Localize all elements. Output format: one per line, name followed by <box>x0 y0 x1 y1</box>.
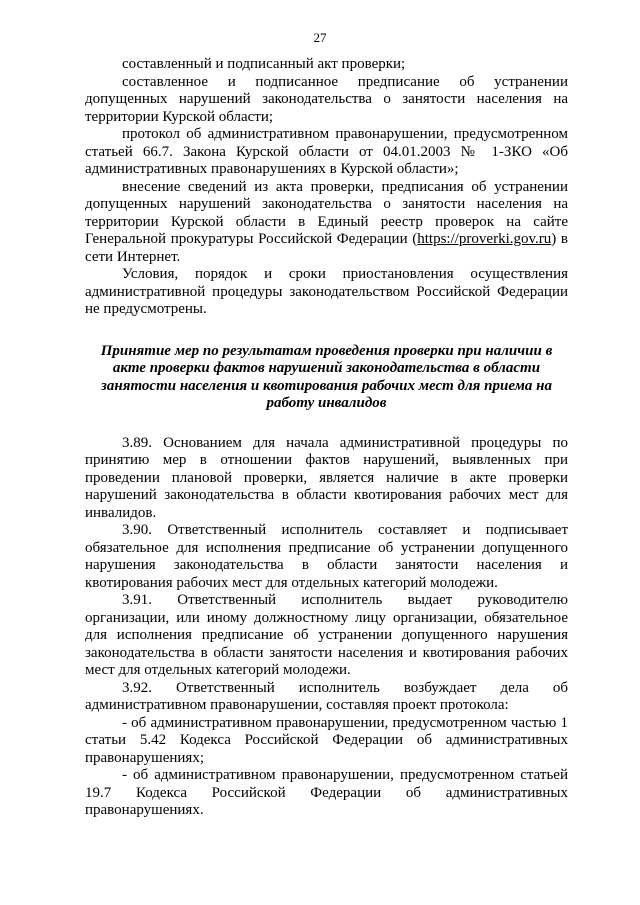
paragraph-prescription: составленное и подписанное предписание об устранении допущенных нарушений законодательства о занятости населения на территории Курской области; <box>85 73 568 125</box>
registry-text-before: внесение сведений из акта проверки, предписания об устранении допущенных нарушений законодательства о занятости населения на территории Курской области в Единый реестр проверок на сайте Генеральной прокуратуры Российской Федерации ( <box>85 178 568 247</box>
proverki-link[interactable]: https://proverki.gov.ru <box>417 231 552 247</box>
list-item-19-7: - об административном правонарушении, предусмотренном статьей 19.7 Кодекса Российской Федерации об административных правонарушениях. <box>85 767 568 818</box>
paragraph-protocol: протокол об административном правонарушении, предусмотренном статьей 66.7. Закона Курской области от 04.01.2003 № 1-ЗКО «Об административных правонарушениях в Курской области»; <box>85 126 568 177</box>
paragraph-conditions: Условия, порядок и сроки приостановления осуществления административной процедуры законодательством Российской Федерации не предусмотрены. <box>85 266 568 317</box>
list-item-5-42: - об административном правонарушении, предусмотренном частью 1 статьи 5.42 Кодекса Российской Федерации об административных правонарушениях; <box>85 714 568 766</box>
registry-text-after: ) в сети Интернет. <box>85 231 569 265</box>
paragraph-act: составленный и подписанный акт проверки; <box>122 56 406 72</box>
paragraph-registry <box>85 179 568 267</box>
page-number: 27 <box>313 30 327 45</box>
document-body <box>85 56 568 820</box>
section-heading: Принятие мер по результатам проведения проверки при наличии в акте проверки фактов нарушений законодательства в области занятости населения и квотирования рабочих мест для приема на работу инвалидов <box>100 342 553 411</box>
paragraph-3-90: 3.90. Ответственный исполнитель составляет и подписывает обязательное для исполнения предписание об устранении допущенного нарушения законодательства в области занятости населения и квотирования рабочих мест для отдельных категорий молодежи. <box>85 522 568 591</box>
paragraph-3-91: 3.91. Ответственный исполнитель выдает руководителю организации, или иному должностному лицу организации, обязательное для исполнения предписание об устранении допущенного нарушения законодательства в области занятости населения и квотирования рабочих мест для отдельных категорий молодежи. <box>85 592 568 678</box>
paragraph-3-92: 3.92. Ответственный исполнитель возбуждает дела об административном правонарушении, составляя проект протокола: <box>85 679 568 713</box>
paragraph-3-89: 3.89. Основанием для начала административной процедуры по принятию мер в отношении фактов нарушений, выявленных при проведении плановой проверки, является наличие в акте проверки нарушений законодательства в области квотирования рабочих мест для инвалидов. <box>85 434 568 521</box>
